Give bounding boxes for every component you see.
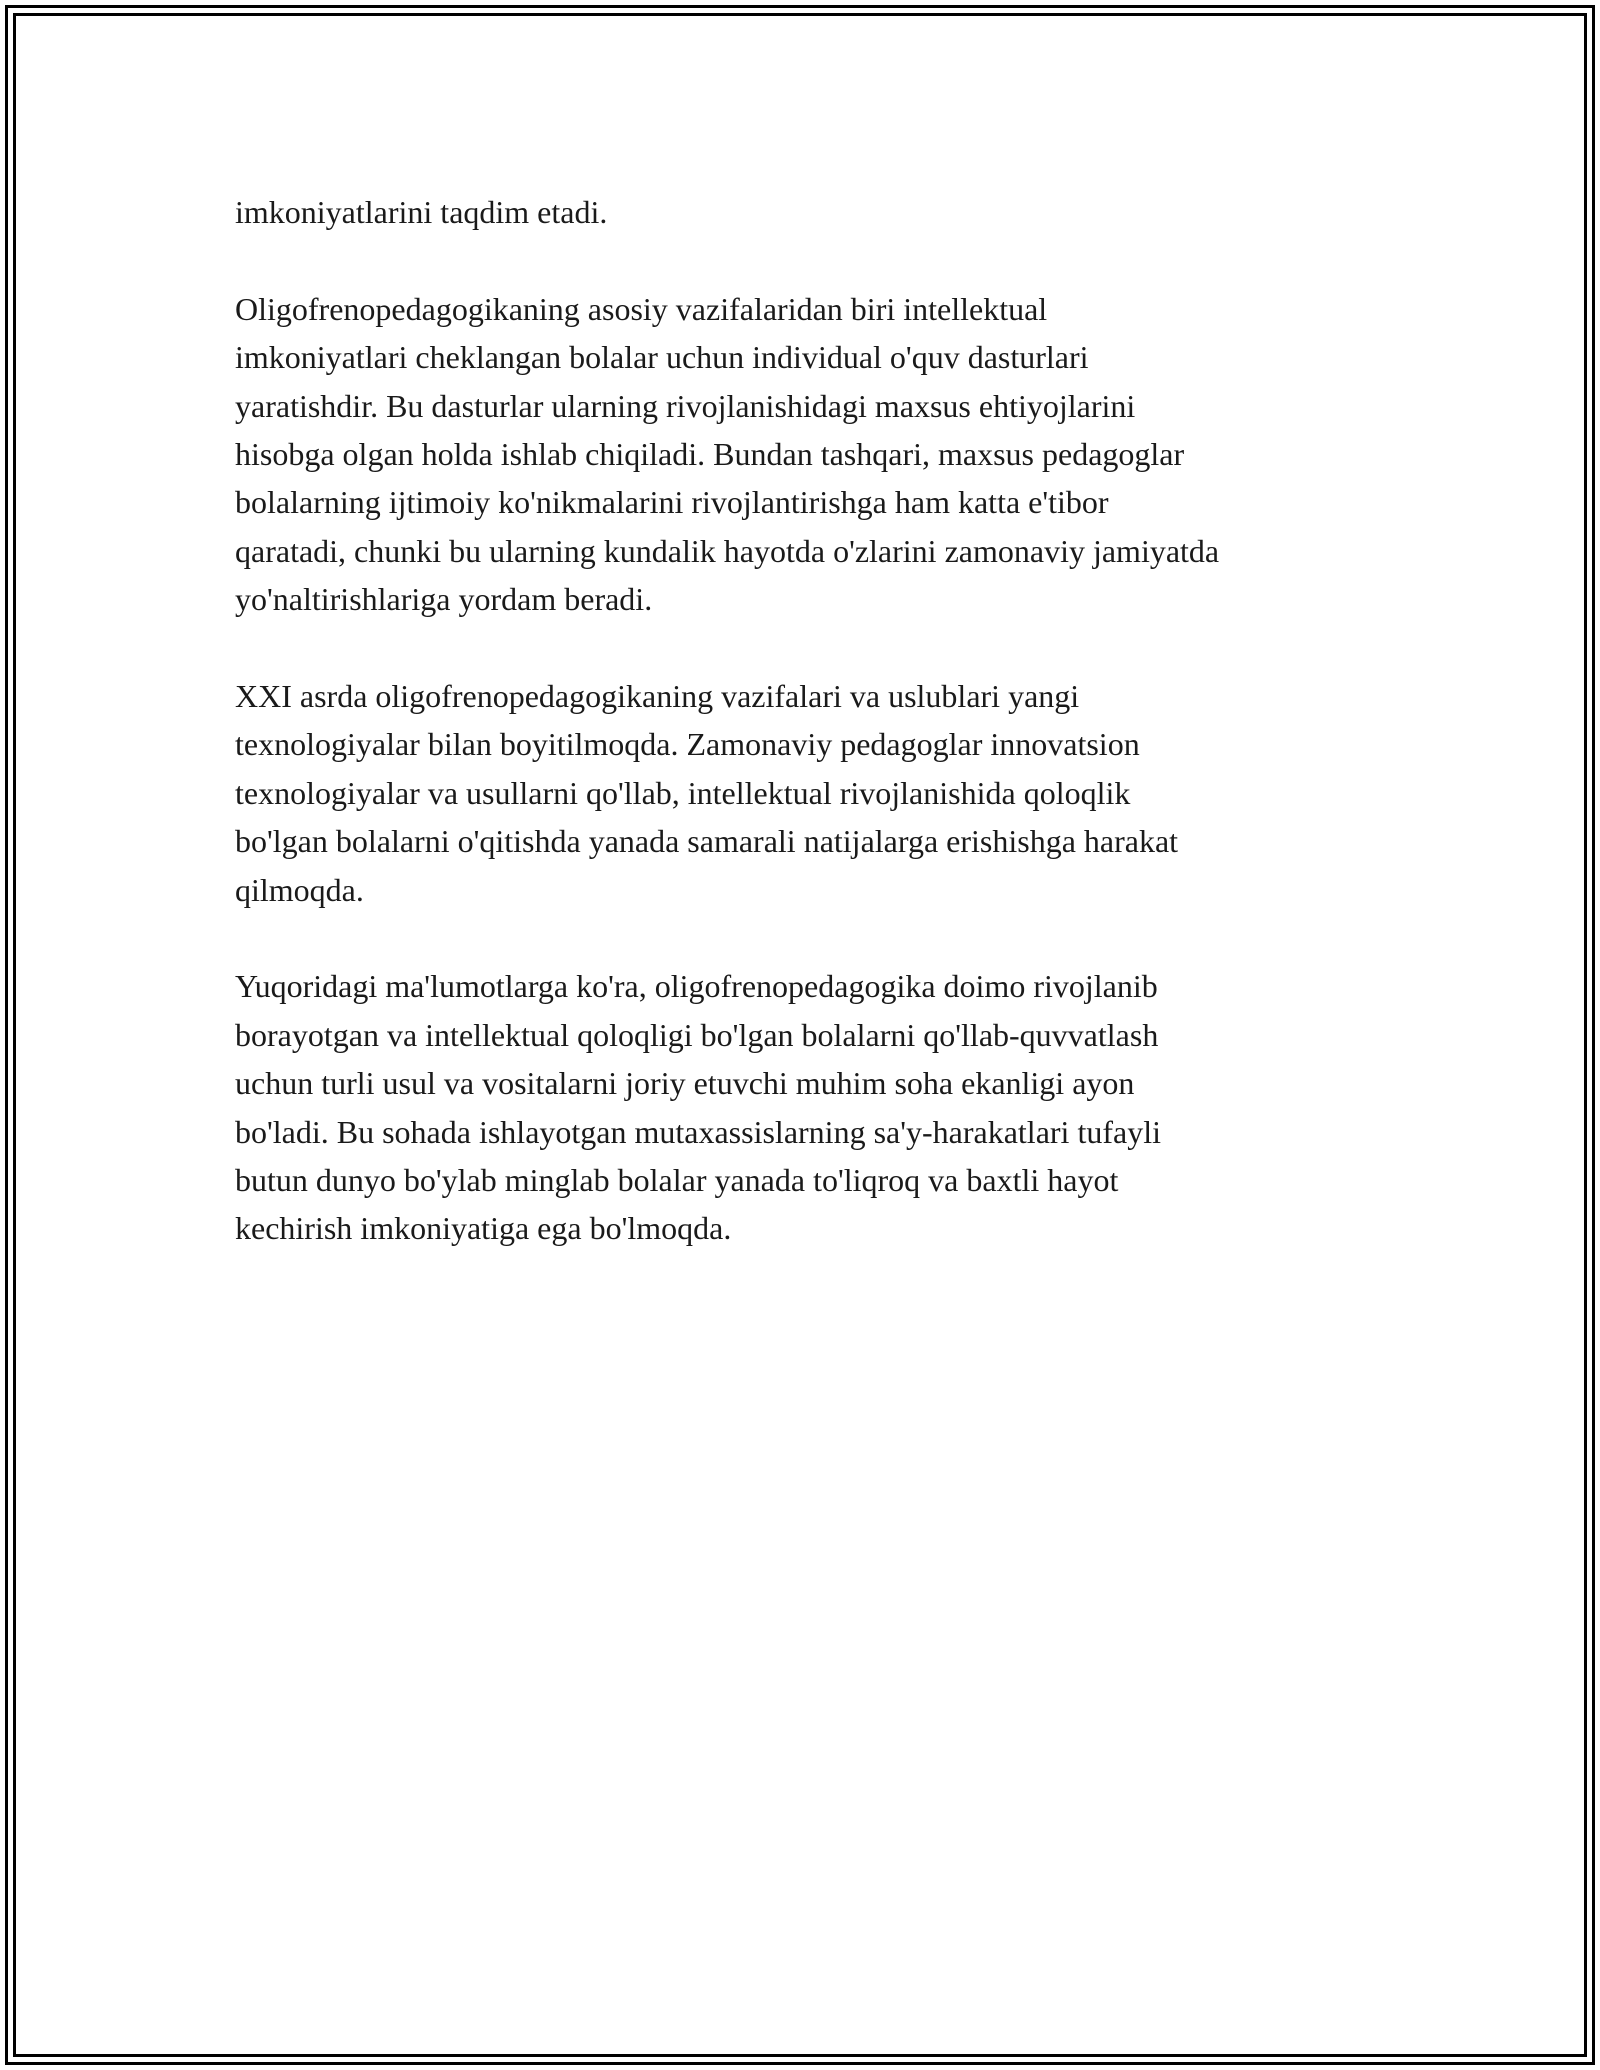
paragraph-4: Yuqoridagi ma'lumotlarga ko'ra, oligofrenopedagogika doimo rivojlanib borayotgan va intellektual qoloqligi bo'lgan bolalarni qo'llab-quvvatlash uchun turli usul va vositalarni joriy etuvchi muhim soha ekanligi ayon bo'ladi. Bu sohada ishlayotgan mutaxassislarning sa'y-harakatlari tufayli butun dunyo bo'ylab minglab bolalar yanada to'liqroq va baxtli hayot kechirish imkoniyatiga ega bo'lmoqda. [235, 968, 1161, 1247]
paragraph-2: Oligofrenopedagogikaning asosiy vazifalaridan biri intellektual imkoniyatlari cheklangan bolalar uchun individual o'quv dasturlari yaratishdir. Bu dasturlar ularning rivojlanishidagi maxsus ehtiyojlarini hisobga olgan holda ishlab chiqiladi. Bundan tashqari, maxsus pedagoglar bolalarning ijtimoiy ko'nikmalarini rivojlantirishga ham katta e'tibor qaratadi, chunki bu ularning kundalik hayotda o'zlarini zamonaviy jamiyatda yo'naltirishlariga yordam beradi. [235, 290, 1220, 618]
document-body [235, 188, 1415, 1301]
paragraph-1: imkoniyatlarini taqdim etadi. [235, 194, 608, 230]
paragraph-3: XXI asrda oligofrenopedagogikaning vazifalari va uslublari yangi texnologiyalar bilan boyitilmoqda. Zamonaviy pedagoglar innovatsion texnologiyalar va usullarni qo'llab, intellektual rivojlanishida qoloqlik bo'lgan bolalarni o'qitishda yanada samarali natijalarga erishishga harakat qilmoqda. [235, 678, 1179, 908]
